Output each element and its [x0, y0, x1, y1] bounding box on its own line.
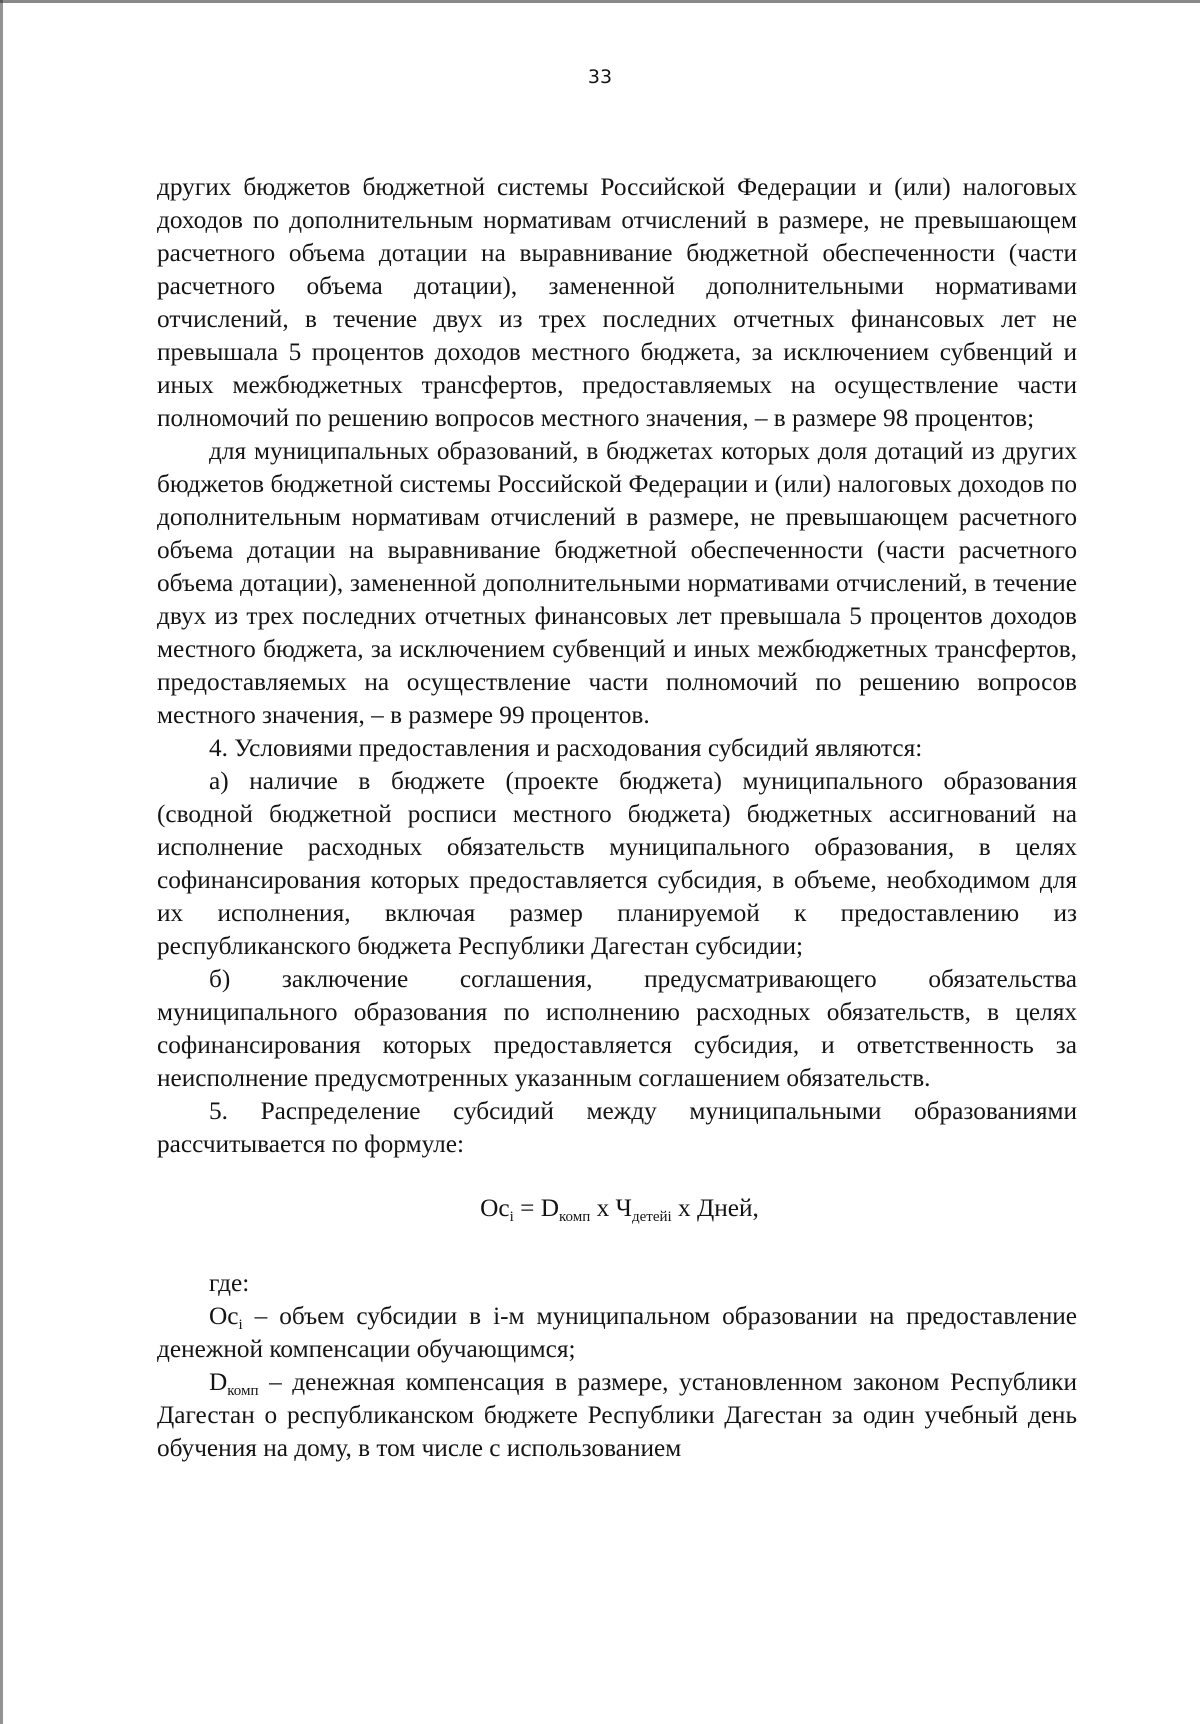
paragraph-item-4a: а) наличие в бюджете (проекте бюджета) муниципального образования (сводной бюджетной росписи местного бюджета) бюджетных ассигнований на исполнение расходных обязательств муниципального образования, в целях софинансирования которых предоставляется субсидия, в объеме, необходимом для их исполнения, включая размер планируемой к предоставлению из республиканского бюджета Республики Дагестан субсидии;: [157, 767, 1077, 960]
paragraph-municipal-99: для муниципальных образований, в бюджетах которых доля дотаций из других бюджетов бюджетной системы Российской Федерации и (или) налоговых доходов по дополнительным нормативам отчислений в размере, не превышающем расчетного объема дотации на выравнивание бюджетной обеспеченности (части расчетного объема дотации), замененной дополнительными нормативами отчислений, в течение двух из трех последних отчетных финансовых лет превышала 5 процентов доходов местного бюджета, за исключением субвенций и иных межбюджетных трансфертов, предоставляемых на осуществление части полномочий по решению вопросов местного значения, – в размере 99 процентов.: [157, 437, 1077, 729]
formula-ch-sub: детейi: [632, 1209, 672, 1225]
definition-d-symbol: D: [209, 1368, 228, 1396]
formula-ch: Ч: [615, 1194, 632, 1222]
formula-oc-sub: i: [509, 1209, 514, 1225]
scan-edge-left: [0, 0, 3, 1724]
paragraph-item-5: 5. Распределение субсидий между муниципальными образованиями рассчитывается по формуле:: [157, 1097, 1077, 1158]
where-label: где:: [209, 1269, 250, 1297]
formula-x1: х: [590, 1194, 616, 1222]
paragraph-item-4b: б) заключение соглашения, предусматривающего обязательства муниципального образования по исполнению расходных обязательств, в целях софинансирования которых предоставляется субсидия, и ответственность за неисполнение предусмотренных указанным соглашением обязательств.: [157, 965, 1077, 1092]
document-body: [157, 171, 1077, 1465]
scan-edge-top: [0, 0, 1200, 3]
paragraph-item-4: 4. Условиями предоставления и расходования субсидий являются:: [209, 734, 923, 762]
formula: [157, 1192, 1077, 1225]
definition-oc-sub: i: [238, 1317, 243, 1333]
formula-d-sub: комп: [558, 1209, 591, 1225]
formula-d: D: [540, 1194, 559, 1222]
definition-d-text: – денежная компенсация в размере, установленном законом Республики Дагестан о республиканском бюджете Республики Дагестан за один учебный день обучения на дому, в том числе с использованием: [157, 1368, 1077, 1462]
definition-oc-symbol: Ос: [209, 1302, 239, 1330]
definition-oc: [157, 1300, 1077, 1366]
formula-oc: Ос: [480, 1194, 510, 1222]
formula-x2: х: [671, 1194, 697, 1222]
page-number: 33: [587, 66, 613, 88]
formula-eq: =: [513, 1194, 541, 1222]
definition-d-sub: комп: [227, 1383, 259, 1399]
definition-oc-text: – объем субсидии в i-м муниципальном образовании на предоставление денежной компенсации обучающимся;: [157, 1302, 1077, 1363]
definition-d: [157, 1366, 1077, 1465]
paragraph-continuation: других бюджетов бюджетной системы Российской Федерации и (или) налоговых доходов по дополнительным нормативам отчислений в размере, не превышающем расчетного объема дотации на выравнивание бюджетной обеспеченности (части расчетного объема дотации), замененной дополнительными нормативами отчислений, в течение двух из трех последних отчетных финансовых лет не превышала 5 процентов доходов местного бюджета, за исключением субвенций и иных межбюджетных трансфертов, предоставляемых на осуществление части полномочий по решению вопросов местного значения, – в размере 98 процентов;: [157, 173, 1077, 432]
formula-days: Дней,: [697, 1194, 759, 1222]
